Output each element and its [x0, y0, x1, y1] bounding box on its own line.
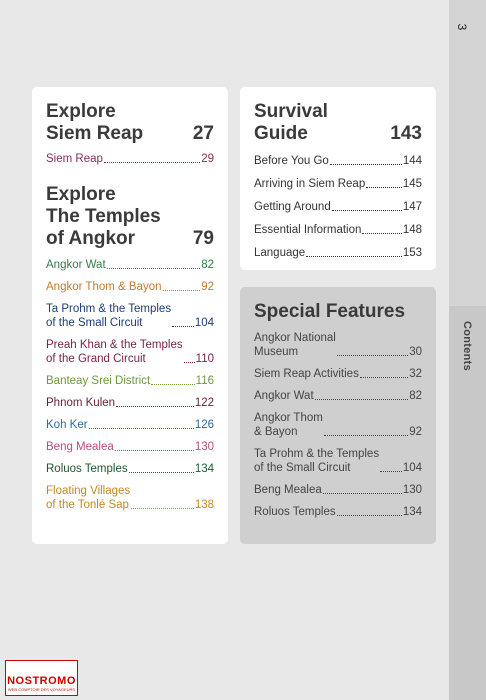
toc-entry-label: Preah Khan & the Temples of the Grand Circuit	[46, 339, 183, 365]
toc-entry-label: Angkor Wat	[254, 390, 314, 402]
toc-entry-page: 92	[201, 281, 214, 293]
page-number: 3	[455, 23, 469, 31]
toc-entry-label: Phnom Kulen	[46, 397, 116, 409]
toc-entry-page: 138	[194, 499, 214, 511]
toc-entry-page: 145	[402, 178, 422, 190]
toc-entry[interactable]	[254, 246, 422, 260]
toc-entry-page: 110	[195, 353, 214, 365]
toc-entry-label: Angkor National Museum	[254, 332, 336, 358]
toc-entry-page: 148	[402, 224, 422, 236]
toc-entry-page: 92	[409, 426, 422, 438]
toc-entry-page: 104	[402, 462, 422, 474]
dot-leader	[332, 210, 402, 211]
toc-entry[interactable]	[46, 338, 214, 366]
toc-entry[interactable]	[46, 484, 214, 512]
toc-entry[interactable]	[46, 462, 214, 476]
toc-entry[interactable]	[46, 418, 214, 432]
toc-entry-page: 82	[201, 259, 214, 271]
toc-entry-label: Banteay Srei District	[46, 375, 151, 387]
toc-entry[interactable]	[46, 396, 214, 410]
toc-entry[interactable]	[46, 440, 214, 454]
toc-entry-label: Beng Mealea	[46, 441, 114, 453]
toc-entry-page: 104	[194, 317, 214, 329]
toc-entry-label: Angkor Thom & Bayon	[46, 281, 162, 293]
toc-entry-page: 147	[402, 201, 422, 213]
dot-leader	[104, 162, 200, 163]
toc-entry[interactable]	[254, 505, 422, 519]
toc-entry-label: Roluos Temples	[46, 463, 128, 475]
dot-leader	[315, 399, 409, 400]
explore-temples-heading[interactable]: Explore The Temples of Angkor 79	[46, 184, 214, 249]
nostromo-logo: NOSTROMO WEB COMPTOIR DES VOYAGEURS	[5, 660, 78, 696]
toc-entry-page: 126	[194, 419, 214, 431]
dot-leader	[116, 406, 194, 407]
toc-entry-label: Koh Ker	[46, 419, 88, 431]
dot-leader	[337, 515, 402, 516]
toc-entry-page: 29	[201, 153, 214, 165]
explore-siem-reap-heading[interactable]: Explore Siem Reap 27	[46, 101, 214, 144]
toc-entry-label: Floating Villages of the Tonlé Sap	[46, 485, 131, 511]
toc-entry-page: 32	[409, 368, 422, 380]
toc-entry-page: 30	[409, 346, 422, 358]
toc-entry-label: Language	[254, 247, 306, 259]
dot-leader	[151, 384, 194, 385]
toc-entry-label: Siem Reap Activities	[254, 368, 359, 380]
toc-entry[interactable]	[254, 177, 422, 191]
special-features-card	[240, 287, 436, 544]
toc-entry[interactable]	[254, 200, 422, 214]
survival-card	[240, 87, 436, 270]
toc-entry[interactable]	[254, 367, 422, 381]
dot-leader	[366, 187, 402, 188]
special-features-heading: Special Features	[254, 301, 406, 322]
toc-entry[interactable]	[46, 152, 214, 166]
dot-leader	[184, 362, 195, 363]
toc-entry[interactable]	[46, 374, 214, 388]
toc-entry-label: Angkor Thom & Bayon	[254, 412, 323, 438]
toc-entry-page: 130	[402, 484, 422, 496]
toc-entry[interactable]	[254, 154, 422, 168]
toc-entry-label: Siem Reap	[46, 153, 103, 165]
toc-entry[interactable]	[46, 280, 214, 294]
toc-entry-label: Before You Go	[254, 155, 329, 167]
toc-entry[interactable]	[254, 483, 422, 497]
dot-leader	[129, 472, 194, 473]
toc-entry-page: 144	[402, 155, 422, 167]
toc-entry-label: Angkor Wat	[46, 259, 106, 271]
toc-entry[interactable]	[254, 389, 422, 403]
dot-leader	[360, 377, 408, 378]
toc-entry[interactable]	[46, 258, 214, 272]
toc-entry[interactable]	[46, 302, 214, 330]
dot-leader	[163, 290, 201, 291]
toc-entry-label: Roluos Temples	[254, 506, 336, 518]
toc-entry-label: Essential Information	[254, 224, 362, 236]
dot-leader	[323, 493, 402, 494]
toc-entry[interactable]	[254, 223, 422, 237]
dot-leader	[89, 428, 194, 429]
dot-leader	[380, 471, 402, 472]
toc-entry[interactable]	[254, 411, 422, 439]
toc-entry-page: 122	[194, 397, 214, 409]
explore-card	[32, 87, 228, 544]
toc-entry-label: Beng Mealea	[254, 484, 322, 496]
toc-entry-page: 134	[402, 506, 422, 518]
toc-entry-label: Arriving in Siem Reap	[254, 178, 366, 190]
dot-leader	[115, 450, 194, 451]
toc-entry-page: 82	[409, 390, 422, 402]
contents-tab-label[interactable]: Contents	[461, 321, 473, 372]
survival-guide-heading[interactable]: Survival Guide 143	[254, 101, 422, 144]
dot-leader	[172, 326, 194, 327]
toc-entry-page: 116	[195, 375, 214, 387]
toc-entry[interactable]	[254, 447, 422, 475]
dot-leader	[107, 268, 201, 269]
dot-leader	[362, 233, 401, 234]
dot-leader	[131, 508, 194, 509]
toc-entry[interactable]	[254, 331, 422, 359]
dot-leader	[324, 435, 408, 436]
dot-leader	[330, 164, 402, 165]
toc-entry-page: 130	[194, 441, 214, 453]
toc-entry-label: Ta Prohm & the Temples of the Small Circuit	[46, 303, 172, 329]
toc-entry-page: 153	[402, 247, 422, 259]
dot-leader	[306, 256, 402, 257]
toc-entry-page: 134	[194, 463, 214, 475]
dot-leader	[337, 355, 408, 356]
side-tab	[449, 0, 486, 306]
toc-entry-label: Getting Around	[254, 201, 331, 213]
toc-entry-label: Ta Prohm & the Temples of the Small Circuit	[254, 448, 380, 474]
